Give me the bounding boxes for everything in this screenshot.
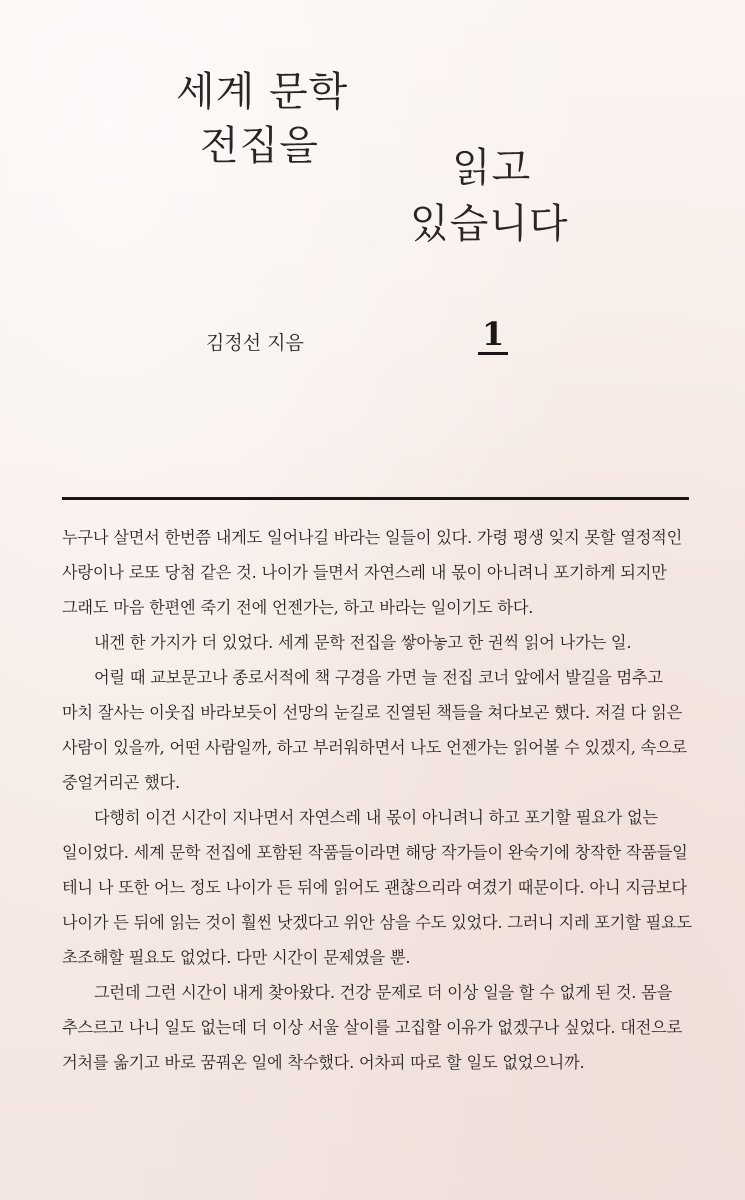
- title-line-4: 있습니다: [410, 201, 569, 247]
- author-credit: 김정선 지음: [206, 332, 304, 354]
- paragraph-2: 내겐 한 가지가 더 있었다. 세계 문학 전집을 쌓아놓고 한 권씩 읽어 나가는 일.: [94, 633, 632, 652]
- volume-number: 1: [478, 318, 508, 355]
- paragraph-3: 어릴 때 교보문고나 종로서적에 책 구경을 가면 늘 전집 코너 앞에서 발길을 멈추고 마치 잘사는 이웃집 바라보듯이 선망의 눈길로 진열된 책들을 쳐다보곤 했다. 저걸 다 읽은 사람이 있을까, 어떤 사람일까, 하고 부러워하면서 나도 언젠가는 읽어볼 수 있겠지, 속으로 중얼거리곤 했다.: [62, 668, 687, 792]
- paragraph-5: 그런데 그런 시간이 내게 찾아왔다. 건강 문제로 더 이상 일을 할 수 없게 된 것. 몸을 추스르고 나니 일도 없는데 더 이상 서울 살이를 고집할 이유가 없겠구나 싶었다. 대전으로 거처를 옮기고 바로 꿈꿔온 일에 착수했다. 어차피 따로 할 일도 없었으니까.: [62, 983, 683, 1072]
- excerpt-body: [62, 520, 694, 1080]
- paragraph-4: 다행히 이건 시간이 지나면서 자연스레 내 몫이 아니려니 하고 포기할 필요가 없는 일이었다. 세계 문학 전집에 포함된 작품들이라면 해당 작가들이 완숙기에 창작한 작품들일 테니 나 또한 어느 정도 나이가 든 뒤에 읽어도 괜찮으리라 여겼기 때문이다. 아니 지금보다 나이가 든 뒤에 읽는 것이 훨씬 낫겠다고 위안 삼을 수도 있었다. 그러니 지레 포기할 필요도 초조해할 필요도 없었다. 다만 시간이 문제였을 뿐.: [62, 808, 692, 967]
- paragraph-1: 누구나 살면서 한번쯤 내게도 일어나길 바라는 일들이 있다. 가령 평생 잊지 못할 열정적인 사랑이나 로또 당첨 같은 것. 나이가 들면서 자연스레 내 몫이 아니려니 포기하게 되지만 그래도 마음 한편엔 죽기 전에 언젠가는, 하고 바라는 일이기도 하다.: [62, 528, 683, 617]
- title-line-3: 읽고: [452, 145, 532, 191]
- divider-rule: [62, 497, 689, 500]
- title-line-1: 세계 문학: [176, 69, 349, 115]
- title-line-2: 전집을: [200, 123, 319, 169]
